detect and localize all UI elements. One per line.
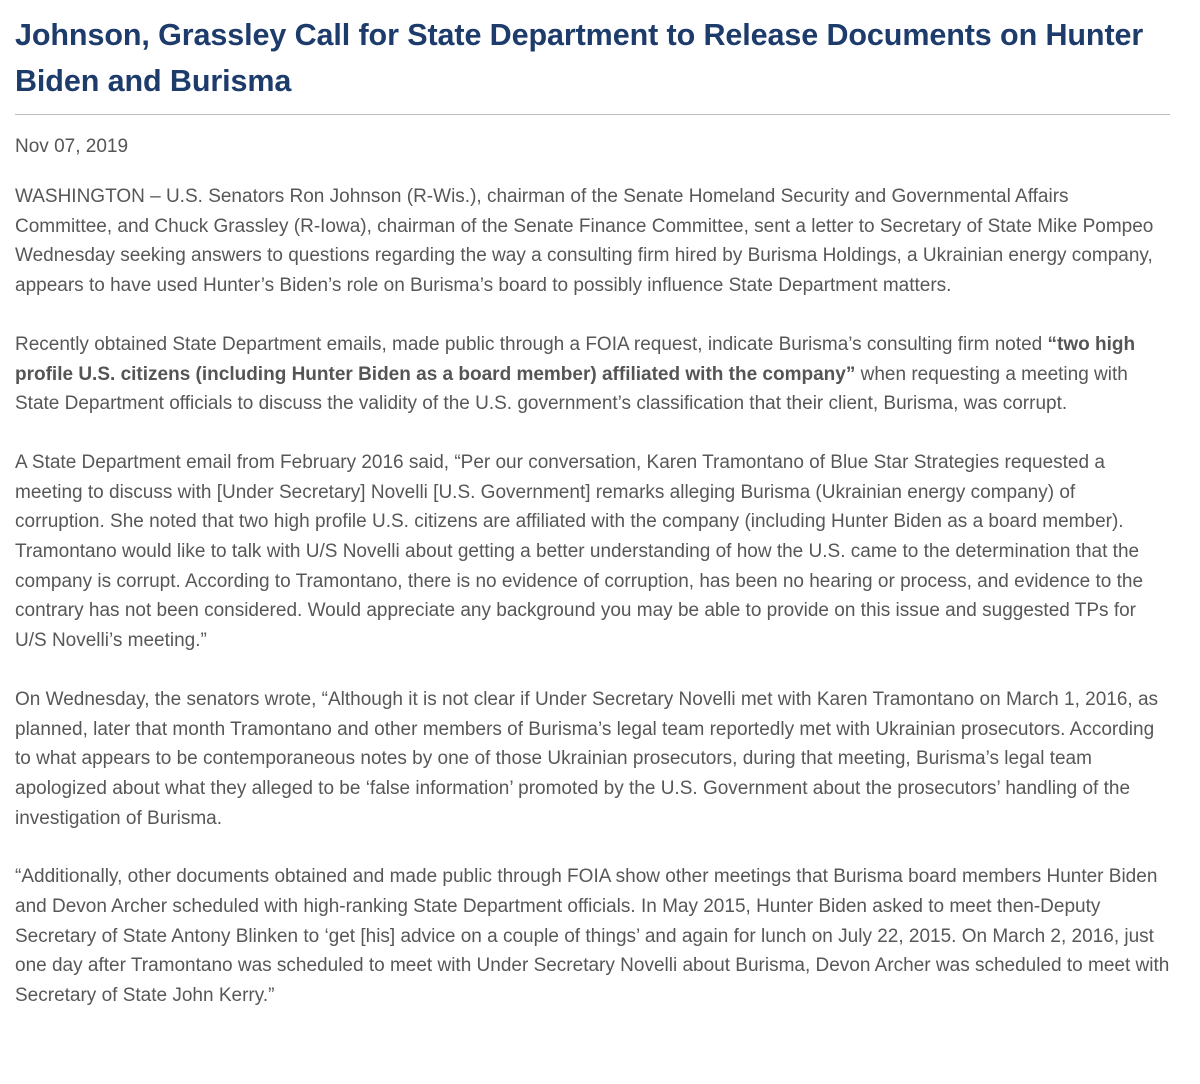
paragraph-foia-emails-lead: Recently obtained State Department emails, made public through a FOIA request, indicate Burisma’s consulting firm noted — [15, 333, 1048, 355]
title-divider — [15, 114, 1170, 115]
article-title: Johnson, Grassley Call for State Department to Release Documents on Hunter Biden and Burisma — [15, 18, 1144, 98]
paragraph-intro: WASHINGTON – U.S. Senators Ron Johnson (R-Wis.), chairman of the Senate Homeland Security and Governmental Affairs Committee, and Chuck Grassley (R-Iowa), chairman of the Senate Finance Committee, sent a letter to Secretary of State Mike Pompeo Wednesday seeking answers to questions regarding the way a consulting firm hired by Burisma Holdings, a Ukrainian energy company, appears to have used Hunter’s Biden’s role on Burisma’s board to possibly influence State Department matters. — [15, 186, 1154, 297]
paragraph-foia-emails-tail: when requesting a meeting with State Department officials to discuss the validity of the U.S. government’s classification that their client, Burisma, was corrupt. — [15, 363, 1128, 415]
press-release-article — [15, 0, 1170, 1011]
paragraph-senators-letter: On Wednesday, the senators wrote, “Although it is not clear if Under Secretary Novelli met with Karen Tramontano on March 1, 2016, as planned, later that month Tramontano and other members of Burisma’s legal team reportedly met with Ukrainian prosecutors. According to what appears to be contemporaneous notes by one of those Ukrainian prosecutors, during that meeting, Burisma’s legal team apologized about what they alleged to be ‘false information’ promoted by the U.S. Government about the prosecutors’ handling of the investigation of Burisma. — [15, 688, 1159, 829]
publish-date: Nov 07, 2019 — [15, 136, 129, 157]
highlighted-quote: “two high profile U.S. citizens (including Hunter Biden as a board member) affiliated with the company” — [15, 333, 1136, 385]
paragraph-additional-meetings: “Additionally, other documents obtained and made public through FOIA show other meetings that Burisma board members Hunter Biden and Devon Archer scheduled with high-ranking State Department officials. In May 2015, Hunter Biden asked to meet then-Deputy Secretary of State Antony Blinken to ‘get [his] advice on a couple of things’ and again for lunch on July 22, 2015. On March 2, 2016, just one day after Tramontano was scheduled to meet with Under Secretary Novelli about Burisma, Devon Archer was scheduled to meet with Secretary of State John Kerry.” — [15, 866, 1170, 1007]
paragraph-state-email: A State Department email from February 2016 said, “Per our conversation, Karen Tramontano of Blue Star Strategies requested a meeting to discuss with [Under Secretary] Novelli [U.S. Government] remarks alleging Burisma (Ukrainian energy company) of corruption. She noted that two high profile U.S. citizens are affiliated with the company (including Hunter Biden as a board member). Tramontano would like to talk with U/S Novelli about getting a better understanding of how the U.S. came to the determination that the company is corrupt. According to Tramontano, there is no evidence of corruption, has been no hearing or process, and evidence to the contrary has not been considered. Would appreciate any background you may be able to provide on this issue and suggested TPs for U/S Novelli’s meeting.” — [15, 451, 1144, 652]
paragraph-foia-emails — [15, 330, 1170, 419]
